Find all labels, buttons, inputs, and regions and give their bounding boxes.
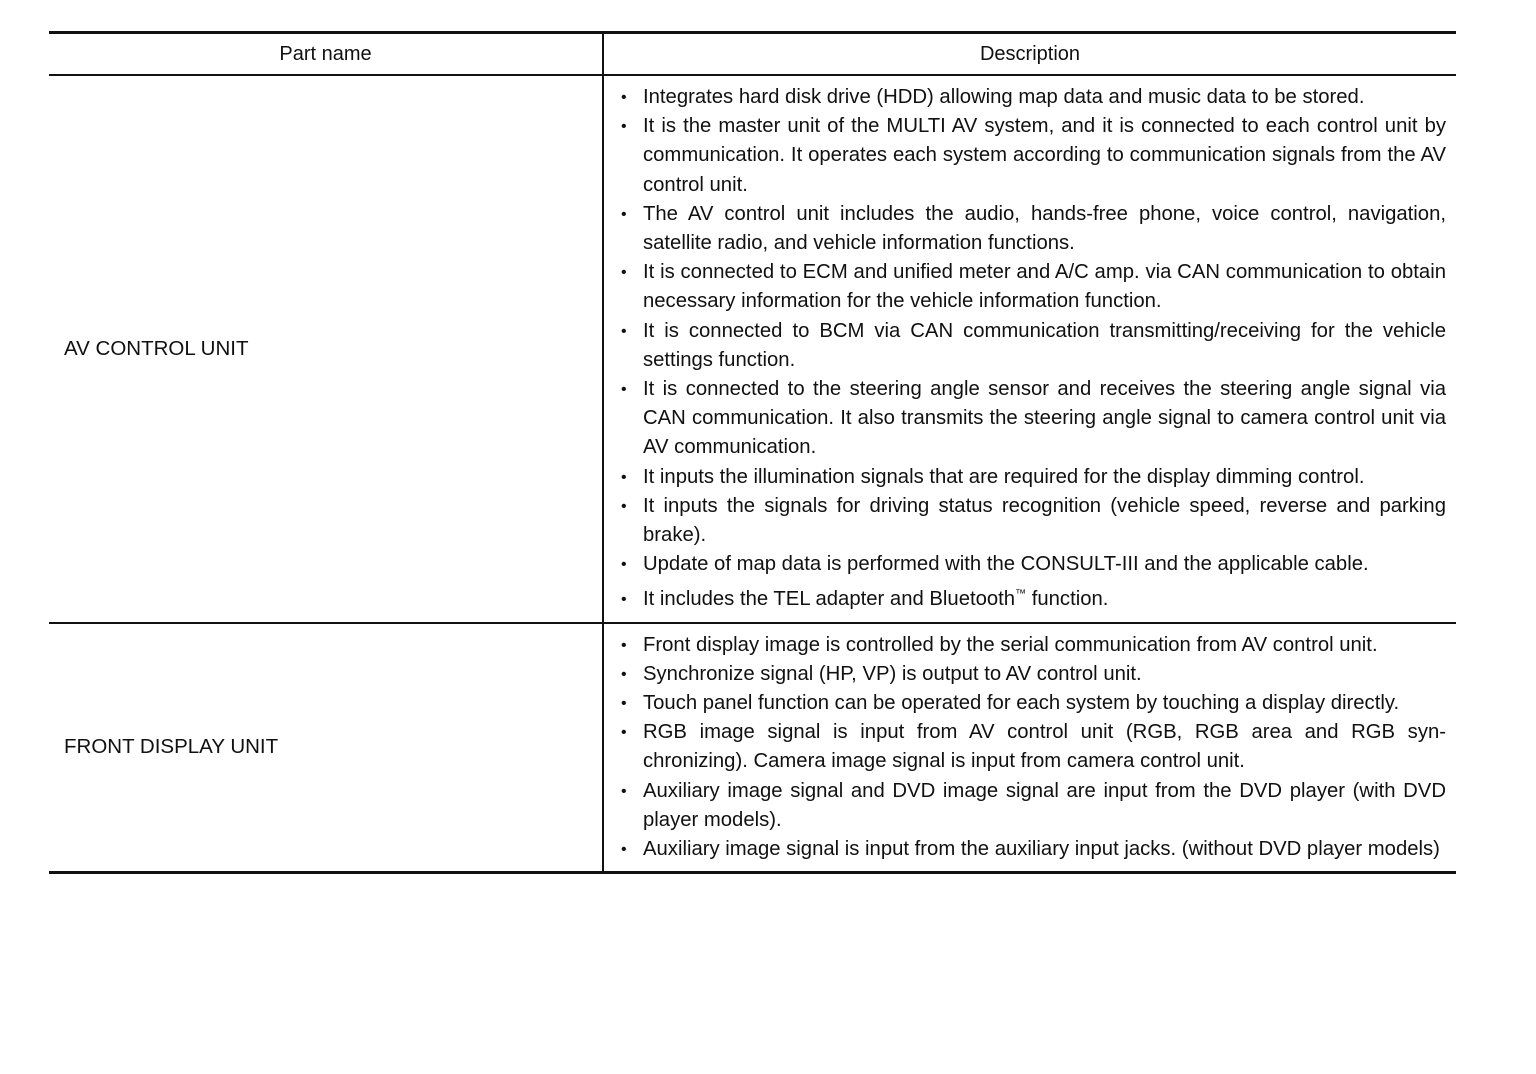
parts-table-container [49, 31, 1456, 874]
bullet-item: • RGB image signal is input from AV control unit (RGB, RGB area and RGB synchronizing). Camera image signal is input from camera control unit. [618, 718, 1446, 776]
bullet-list [618, 631, 1446, 865]
bullet-item: • It is connected to BCM via CAN communication transmitting/receiving for the vehicle settings function. [618, 317, 1446, 375]
bullet-item: • Integrates hard disk drive (HDD) allowing map data and music data to be stored. [618, 83, 1446, 112]
bullet-item: • The AV control unit includes the audio, hands-free phone, voice control, navigation, satellite radio, and vehicle information functions. [618, 200, 1446, 258]
bullet-icon: • [621, 118, 627, 136]
bullet-icon: • [621, 322, 627, 340]
table-header-row [49, 33, 1456, 76]
bullet-icon: • [621, 381, 627, 399]
bullet-icon: • [621, 497, 627, 515]
header-description: Description [979, 42, 1081, 65]
table-row-av-control-unit [49, 75, 1456, 623]
bullet-icon: • [621, 782, 627, 800]
bullet-icon: • [621, 591, 627, 609]
table-row-front-display-unit [49, 623, 1456, 873]
bullet-item: • Synchronize signal (HP, VP) is output to AV control unit. [618, 660, 1446, 689]
part-name-cell: AV CONTROL UNIT [49, 75, 603, 623]
bullet-item: • Front display image is controlled by the serial communication from AV control unit. [618, 631, 1446, 660]
bullet-item: • It inputs the signals for driving status recognition (vehicle speed, reverse and parking brake). [618, 492, 1446, 550]
header-part-name: Part name [49, 33, 603, 76]
bullet-icon: • [621, 205, 627, 223]
description-cell [603, 75, 1456, 623]
trademark-symbol: ™ [1015, 588, 1027, 601]
part-name-cell: FRONT DISPLAY UNIT [49, 623, 603, 873]
bullet-item: • Auxiliary image signal and DVD image signal are input from the DVD player (with DVD player models). [618, 777, 1446, 835]
bullet-item: • Update of map data is performed with the CONSULT-III and the applicable cable. [618, 550, 1446, 579]
bullet-icon: • [621, 695, 627, 713]
bullet-item: • It is the master unit of the MULTI AV system, and it is connected to each control unit by communication. It operates each system according to communication signals from the AV control unit. [618, 112, 1446, 200]
description-cell [603, 623, 1456, 873]
bullet-icon: • [621, 841, 627, 859]
bullet-icon: • [621, 636, 627, 654]
bullet-icon: • [621, 468, 627, 486]
bullet-icon: • [621, 665, 627, 683]
bullet-item: • It is connected to the steering angle sensor and receives the steering angle signal via CAN communication. It also transmits the steering angle signal to camera control unit via AV communication. [618, 375, 1446, 463]
bullet-item: • It inputs the illumination signals that are required for the display dimming control. [618, 463, 1446, 492]
bullet-list [618, 83, 1446, 615]
bullet-icon: • [621, 724, 627, 742]
bullet-item: • Auxiliary image signal is input from the auxiliary input jacks. (without DVD player models) [618, 835, 1446, 864]
bullet-item: • It includes the TEL adapter and Bluetooth™ function. [618, 585, 1446, 614]
bullet-item: • Touch panel function can be operated for each system by touching a display directly. [618, 689, 1446, 718]
bullet-icon: • [621, 264, 627, 282]
bullet-icon: • [621, 89, 627, 106]
bullet-icon: • [621, 556, 627, 574]
bullet-item: • It is connected to ECM and unified meter and A/C amp. via CAN communication to obtain necessary information for the vehicle information function. [618, 258, 1446, 316]
parts-table [49, 31, 1456, 874]
